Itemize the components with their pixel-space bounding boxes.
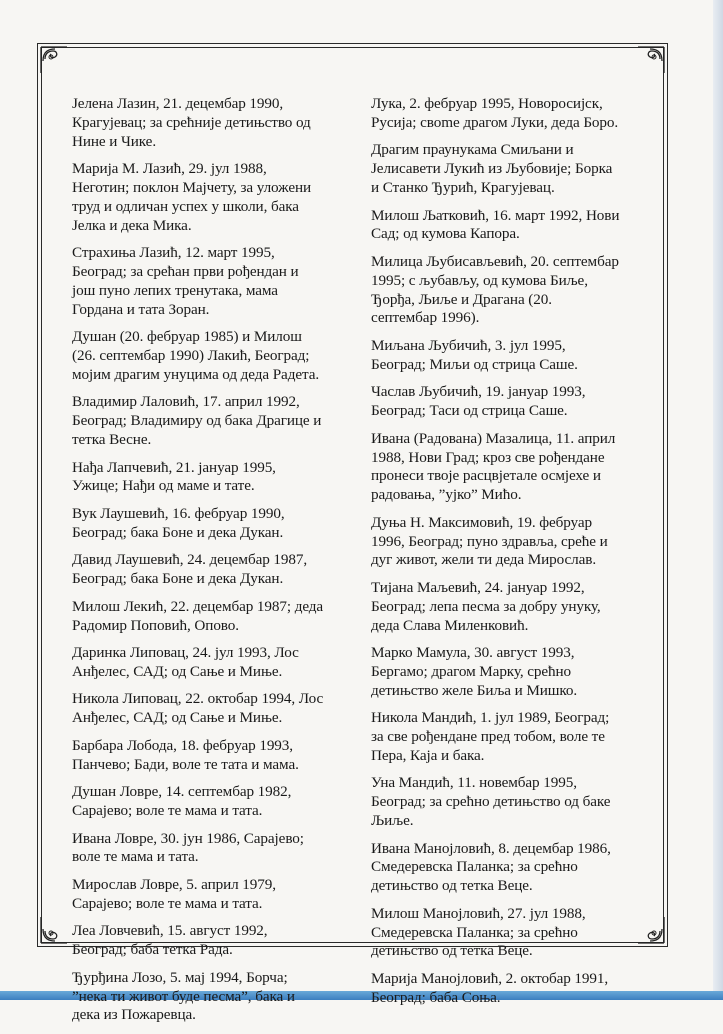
dedication-entry [371,970,653,1008]
entry-line: Јелена Лазин, 21. децембар 1990, [72,95,284,112]
entry-line: Београд; бака Боне и дека Дукан. [72,570,284,588]
entry-line: Марија М. Лазић, 29. јул 1988, [72,160,267,178]
entry-line: Гордана и тата Зоран. [72,300,210,318]
dedication-entry [72,95,354,151]
entry-line: Душан (20. фебруар 1985) и Милош [72,328,302,346]
entry-line: Сад; од кумова Капора. [371,225,520,243]
entry-line: Бергамо; драгом Марку, срећно [371,662,572,680]
entry-line: Сарајево; воле те мама и тата. [72,802,263,820]
entry-line: 1988, Нови Град; кроз све рођендане [371,448,605,466]
entry-line: Ђорђа, Љиље и Драгана (20. [371,290,552,308]
dedication-entry [371,141,653,197]
entry-line: Милица Љубисављевић, 20. септембар [371,252,619,270]
entry-line: Леа Ловчевић, 15. август 1992, [72,922,268,940]
entry-line: воле те мама и тата. [72,848,199,866]
entry-line: детињство од тетка Веце. [371,877,533,895]
entry-line: Никола Мандић, 1. јул 1989, Београд; [371,709,610,727]
entry-line: Смедеревска Паланка; за срећно [371,923,578,941]
entry-line: Јелка и дека Мика. [72,216,192,234]
entry-line: и Станко Ђурић, Крагујевац. [371,178,555,196]
entry-line: пронеси твоје расцвјетале осмјехе и [371,467,601,485]
entry-line: детињство желе Биља и Мишко. [371,681,578,699]
entry-line: радовања, ”ујко” Мићо. [371,486,522,504]
entry-line: Београд; Миљи од стрица Саше. [371,355,578,373]
entry-line: 1995; с љубављу, од кумова Биље, [371,271,588,289]
dedication-entry [72,969,354,1025]
entry-line: мојим драгим унуцима од деда Радета. [72,365,320,383]
entry-line: Никола Липовац, 22. октобар 1994, Лос [72,690,324,708]
entry-line: Смедеревска Паланка; за срећно [371,858,578,876]
entry-line: Ђурђина Лозо, 5. мај 1994, Борча; [72,968,288,986]
entry-line: Ивана (Радована) Мазалица, 11. април [371,429,616,447]
entry-line: Милош Лекић, 22. децембар 1987; деда [72,597,324,615]
right-column [371,95,653,1016]
entry-line: Јелисавети Лукић из Љубовије; Борка [371,160,613,178]
entry-line: још пуно лепих тренутака, мама [72,281,278,299]
entry-line: Неготин; поклон Мајчету, за уложени [72,178,312,196]
entry-line: Анђелес, САД; од Сање и Миње. [72,709,283,727]
entry-line: Сарајево; воле те мама и тата. [72,894,263,912]
dedication-entry [72,459,354,497]
entry-line: Душан Ловре, 14. септембар 1982, [72,783,292,801]
entry-line: дуг живот, жели ти деда Мирослав. [371,551,597,569]
entry-line: Анђелес, САД; од Сање и Миње. [72,662,283,680]
entry-line: Београд; за срећно детињство од баке [371,793,611,811]
dedication-entry [371,579,653,635]
entry-line: Нађа Лапчевић, 21. јануар 1995, [72,458,276,476]
dedication-entry [72,690,354,728]
entry-line: Пера, Каја и бака. [371,746,485,764]
entry-line: Ивана Манојловић, 8. децембар 1986, [371,839,611,857]
dedication-entry [72,783,354,821]
entry-line: Београд; Владимиру од бака Драгице и [72,412,322,430]
entry-line: труд и одличан успех у школи, бака [72,197,299,215]
entry-line: Ужице; Нађи од маме и тате. [72,477,255,495]
dedication-entry [72,328,354,384]
entry-line: Давид Лаушевић, 24. децембар 1987, [72,551,308,569]
dedication-entry [72,244,354,319]
dedication-entry [371,95,653,133]
entry-line: Мирослав Ловре, 5. април 1979, [72,876,276,894]
corner-ornament-icon [39,45,69,75]
dedication-entry [72,160,354,235]
dedication-entry [72,644,354,682]
entry-line: Крагујевац; за срећније детињство од [72,113,311,131]
entry-line: Милош Љатковић, 16. март 1992, Нови [371,206,620,224]
entry-line: 1996, Београд; пуно здравља, среће и [371,532,608,550]
corner-ornament-icon [39,915,69,945]
dedication-entry [72,505,354,543]
entry-line: Нине и Чике. [72,132,157,150]
entry-line: Даринка Липовац, 24. јул 1993, Лос [72,644,299,662]
entry-line: Београд; Таси од стрица Саше. [371,402,568,420]
entry-line: Марија Манојловић, 2. октобар 1991, [371,970,609,988]
dedication-entry [371,709,653,765]
dedication-entry [72,737,354,775]
entry-line: Тијана Маљевић, 24. јануар 1992, [371,578,585,596]
entry-line: Миљана Љубичић, 3. јул 1995, [371,336,566,354]
entry-line: деда Слава Миленковић. [371,616,529,634]
entry-line: Часлав Љубичић, 19. јануар 1993, [371,383,586,401]
entry-line: Вук Лаушевић, 16. фебруар 1990, [72,504,285,522]
entry-line: Страхиња Лазић, 12. март 1995, [72,244,275,262]
entry-line: ”нека ти живот буде песма”, бака и [72,987,295,1005]
entry-line: Београд; баба Соња. [371,988,501,1006]
dedication-entry [371,337,653,375]
dedication-entry [72,598,354,636]
dedication-entry [72,551,354,589]
dedication-entry [371,207,653,245]
entry-line: Милош Манојловић, 27. јул 1988, [371,904,586,922]
entry-line: Драгим праунукама Смиљани и [371,141,574,159]
left-column [72,95,354,1034]
dedication-entry [72,922,354,960]
entry-line: Београд; баба тетка Рада. [72,941,233,959]
entry-line: Ивана Ловре, 30. јун 1986, Сарајево; [72,829,304,847]
entry-line: Дуња Н. Максимовић, 19. фебруар [371,513,592,531]
entry-line: Марко Мамула, 30. август 1993, [371,644,575,662]
entry-line: Лука, 2. фебруар 1995, Новоросијск, [371,95,603,112]
entry-line: Барбара Лобода, 18. фебруар 1993, [72,736,293,754]
dedication-entry [72,876,354,914]
entry-line: Владимир Лаловић, 17. април 1992, [72,393,300,411]
dedication-entry [371,644,653,700]
entry-line: Београд; лепа песма за добру унуку, [371,597,601,615]
entry-line: септембар 1996). [371,309,480,327]
entry-line: Београд; бака Боне и дека Дукан. [72,523,284,541]
entry-line: Радомир Поповић, Опово. [72,616,239,634]
entry-line: Уна Мандић, 11. новембар 1995, [371,774,577,792]
entry-line: Русија; свome драгом Луки, деда Боро. [371,113,619,131]
dedication-entry [371,253,653,328]
entry-line: Љиље. [371,812,414,830]
entry-line: Панчево; Бади, воле те тата и мама. [72,755,299,773]
dedication-entry [371,905,653,961]
page-edge [713,0,723,1000]
entry-line: Београд; за срећан први рођендан и [72,262,299,280]
entry-line: детињство од тетка Веце. [371,942,533,960]
dedication-entry [371,383,653,421]
entry-line: тетка Весне. [72,430,152,448]
corner-ornament-icon [636,45,666,75]
entry-line: (26. септембар 1990) Лакић, Београд; [72,346,310,364]
dedication-entry [72,830,354,868]
dedication-entry [371,430,653,505]
dedication-entry [371,514,653,570]
entry-line: дека из Пожаревца. [72,1006,196,1024]
entry-line: за све рођендане пред тобом, воле те [371,728,605,746]
dedication-entry [371,840,653,896]
dedication-entry [72,393,354,449]
dedication-entry [371,774,653,830]
